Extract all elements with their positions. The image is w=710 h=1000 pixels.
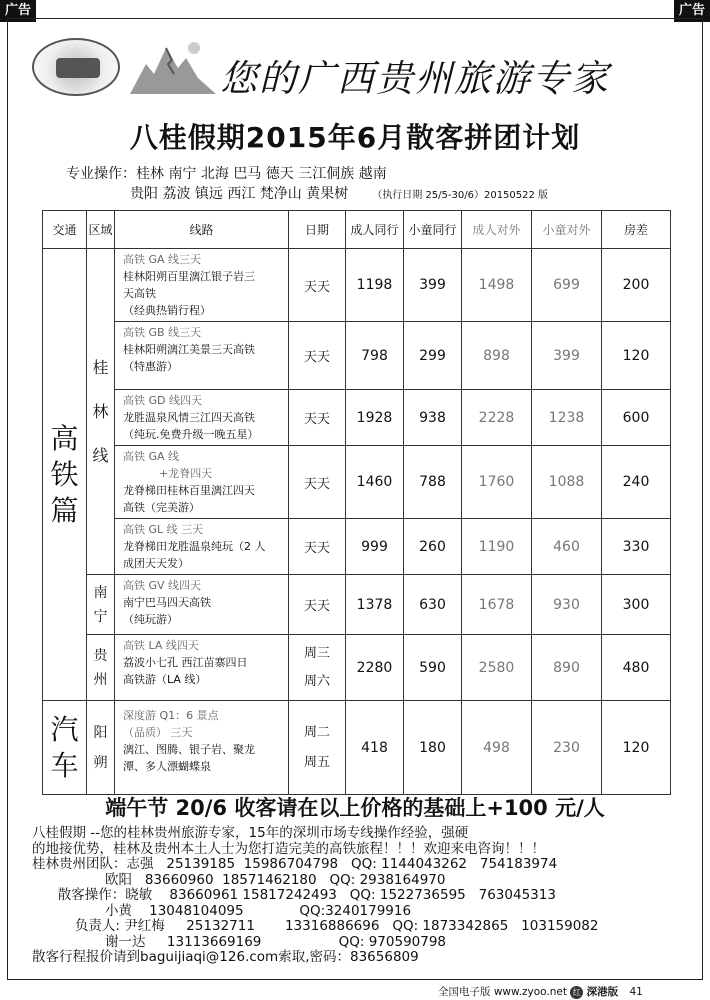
team-contact-2: 欧阳 83660960 18571462180 QQ: 2938164970 [32,871,446,888]
zone-nanning: 南宁 [87,575,115,635]
room-price: 120 [602,322,671,390]
team-contact-1: 桂林贵州团队：志强 25139185 15986704798 QQ: 1144043262 754183974 [32,856,558,872]
route-cell: 高铁 GV 线四天 南宁巴马四天高铁 （纯玩游） [115,575,289,635]
date-weekday-b: 周六 [303,673,330,689]
child-retail-price: 930 [532,575,602,635]
room-price: 240 [602,446,671,519]
child-retail-price: 699 [532,249,602,322]
adult-retail-price: 1498 [462,249,532,322]
adult-group-price: 1928 [346,390,404,446]
date-cell: 天天 [289,249,346,322]
zone-guizhou: 贵州 [87,635,115,701]
child-retail-price: 399 [532,322,602,390]
room-price: 600 [602,390,671,446]
table-row [43,322,671,390]
adult-group-price: 418 [346,701,404,795]
ops-contact-1: 散客操作：晓敏 83660961 15817242493 QQ: 1522736595 763045313 [32,887,556,903]
footer [438,984,643,999]
room-price: 200 [602,249,671,322]
date-cell: 天天 [289,390,346,446]
header-date: 日期 [289,211,346,249]
validity-note: （执行日期 25/5-30/6）20150522 版 [372,190,549,201]
date-weekday-b: 周五 [303,754,330,770]
table-row [43,575,671,635]
operations-list [66,164,548,206]
date-cell: 天天 [289,519,346,575]
header-child-group: 小童同行 [404,211,462,249]
zone-yangshuo: 阳朔 [87,701,115,795]
date-cell: 天天 [289,575,346,635]
ad-label-left: 广告 [0,0,36,22]
route-cell: 高铁 GB 线三天 桂林阳朔漓江美景三天高铁 （特惠游） [115,322,289,390]
adult-group-price: 2280 [346,635,404,701]
slogan: 您的广西贵州旅游专家 [220,57,610,100]
page-number: 41 [629,986,643,998]
route-cell: 深度游 Q1：6 景点 （品质） 三天 漓江、图腾、银子岩、聚龙 潭、多人漂蝴蝶泉 [115,701,289,795]
adult-group-price: 1460 [346,446,404,519]
category-rail: 高铁篇 [43,249,87,701]
child-group-price: 260 [404,519,462,575]
adult-retail-price: 1190 [462,519,532,575]
footer-edition: 深港版 [586,986,619,998]
header-transport: 交通 [43,211,87,249]
header-room: 房差 [602,211,671,249]
child-group-price: 180 [404,701,462,795]
adult-group-price: 999 [346,519,404,575]
adult-retail-price: 1678 [462,575,532,635]
date-cell [289,701,346,795]
adult-group-price: 1198 [346,249,404,322]
table-row [43,701,671,795]
date-cell [289,635,346,701]
date-cell: 天天 [289,322,346,390]
adult-group-price: 798 [346,322,404,390]
operations-line-1: 专业操作：桂林 南宁 北海 巴马 德天 三江侗族 越南 [66,166,387,182]
child-group-price: 788 [404,446,462,519]
header-child-retail: 小童对外 [532,211,602,249]
route-cell: 高铁 GL 线 三天 龙脊梯田龙胜温泉纯玩（2 人 成团天天发） [115,519,289,575]
header-zone: 区域 [87,211,115,249]
table-row [43,249,671,322]
contact-info [32,826,598,966]
child-retail-price: 1088 [532,446,602,519]
child-group-price: 299 [404,322,462,390]
date-weekday-a: 周二 [303,724,330,740]
child-retail-price: 230 [532,701,602,795]
table-row [43,519,671,575]
manager-contact-1: 负责人: 尹红梅 25132711 13316886696 QQ: 1873342865 103159082 [32,918,599,934]
company-logo [32,38,120,96]
child-retail-price: 460 [532,519,602,575]
adult-group-price: 1378 [346,575,404,635]
header [24,30,684,108]
page-title: 八桂假期2015年6月散客拼团计划 [129,121,581,154]
child-group-price: 590 [404,635,462,701]
table-header-row [43,211,671,249]
ops-contact-2: 小黄 13048104095 QQ:3240179916 [32,902,412,919]
edition-badge-icon: 红 [570,986,583,999]
table-row [43,390,671,446]
holiday-surcharge-note: 端午节 20/6 收客请在以上价格的基础上+100 元/人 [105,796,605,820]
table-row [43,635,671,701]
adult-retail-price: 2580 [462,635,532,701]
intro-line-2: 的地接优势，桂林及贵州本土人士为您打造完美的高铁旅程！！！欢迎来电咨询！！！ [32,840,545,857]
date-cell: 天天 [289,446,346,519]
route-cell: 高铁 GA 线 +龙脊四天 龙脊梯田桂林百里漓江四天 高铁（完美游） [115,446,289,519]
route-cell: 高铁 GD 线四天 龙胜温泉风情三江四天高铁 （纯玩.免费升级一晚五星） [115,390,289,446]
date-weekday-a: 周三 [303,645,330,661]
adult-retail-price: 498 [462,701,532,795]
ad-label-right: 广告 [674,0,710,22]
route-cell: 高铁 LA 线四天 荔波小七孔 西江苗寨四日 高铁游（LA 线） [115,635,289,701]
header-adult-group: 成人同行 [346,211,404,249]
room-price: 120 [602,701,671,795]
adult-retail-price: 1760 [462,446,532,519]
category-car: 汽车 [43,701,87,795]
room-price: 480 [602,635,671,701]
room-price: 330 [602,519,671,575]
header-route: 线路 [115,211,289,249]
route-cell: 高铁 GA 线三天 桂林阳朔百里漓江银子岩三 天高铁 （经典热销行程） [115,249,289,322]
adult-retail-price: 898 [462,322,532,390]
footer-site: 全国电子版 www.zyoo.net [438,986,567,998]
manager-contact-2: 谢一达 13113669169 QQ: 970590798 [32,933,447,950]
email-note: 散客行程报价请到baguijiaqi@126.com索取,密码：83656809 [32,949,419,965]
operations-line-2: 贵阳 荔波 镇远 西江 梵净山 黄果树 [130,186,349,202]
child-group-price: 399 [404,249,462,322]
child-retail-price: 890 [532,635,602,701]
child-retail-price: 1238 [532,390,602,446]
table-row [43,446,671,519]
price-table [42,210,671,795]
room-price: 300 [602,575,671,635]
adult-retail-price: 2228 [462,390,532,446]
child-group-price: 938 [404,390,462,446]
header-adult-retail: 成人对外 [462,211,532,249]
intro-line-1: 八桂假期 --您的桂林贵州旅游专家，15年的深圳市场专线操作经验，强硬 [32,825,469,841]
zone-guilin: 桂林线 [87,249,115,575]
child-group-price: 630 [404,575,462,635]
mountain-logo-icon [128,34,218,98]
